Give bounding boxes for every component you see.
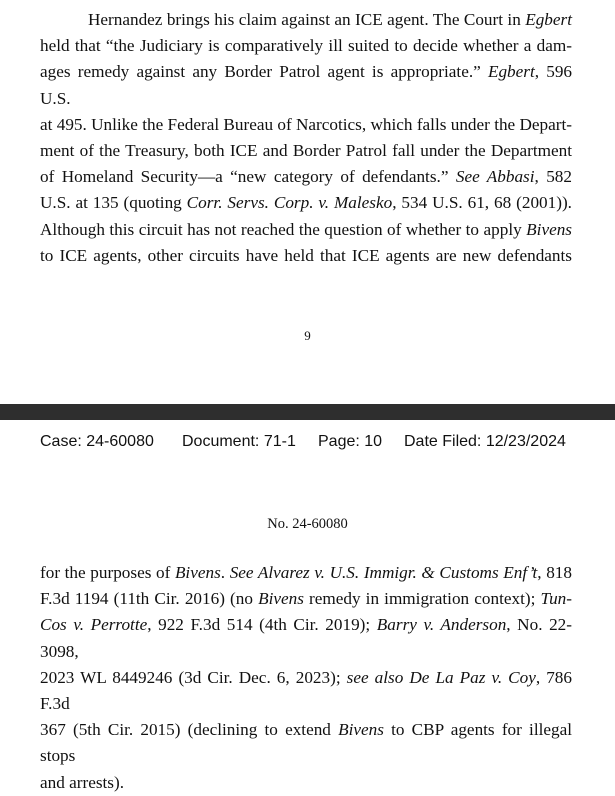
text-line: [40, 138, 572, 164]
text-line: [40, 33, 572, 59]
text-run: remedy in immigration context);: [303, 589, 541, 609]
case-label: Case: 24-60080: [40, 433, 154, 450]
italic-run: Tun-: [540, 589, 572, 609]
text-line: [40, 243, 572, 269]
italic-run: Barry v. Anderson: [376, 615, 507, 635]
text-line: [40, 59, 572, 111]
case-header-bar: [0, 420, 615, 464]
text-line: [40, 217, 572, 243]
text-run: and arrests).: [40, 772, 124, 792]
page-label: Page: 10: [318, 433, 383, 450]
text-line: [40, 770, 572, 796]
italic-run: Bivens: [338, 720, 384, 740]
text-run: of Homeland Security—a “new category of defendants.”: [40, 167, 456, 187]
text-run: for the purposes of: [40, 563, 175, 582]
text-line: [40, 665, 572, 717]
text-run: .: [220, 563, 230, 582]
text-run: Although this circuit has not reached the question of whether to apply: [40, 219, 527, 239]
text-run: , 786 F.3d: [40, 667, 572, 714]
text-run: 2023 WL 8449246 (3d Cir. Dec. 6, 2023);: [40, 667, 347, 687]
text-run: , 582: [534, 167, 572, 187]
italic-run: Egbert: [525, 10, 572, 29]
text-run: Hernandez brings his claim against an ICE agent. The Court in: [88, 10, 526, 29]
body-paragraph-bottom: [40, 560, 572, 796]
page-divider: [0, 404, 615, 420]
text-run: held that “the Judiciary is comparatively ill suited to decide whether a dam-: [40, 36, 572, 56]
text-line: [40, 164, 572, 190]
body-paragraph-top: [40, 7, 572, 269]
italic-run: See Alvarez v. U.S. Immigr. & Customs Enf’t: [229, 563, 538, 582]
italic-run: Bivens: [258, 589, 304, 609]
italic-run: Corr. Servs. Corp. v. Malesko: [186, 193, 393, 213]
date-filed-label: Date Filed: 12/23/2024: [404, 433, 566, 450]
text-run: , 596 U.S.: [40, 62, 573, 108]
text-line: [40, 7, 572, 33]
text-run: , No. 22-3098,: [40, 615, 572, 661]
text-run: , 818: [537, 563, 572, 582]
text-run: ment of the Treasury, both ICE and Border Patrol fall under the Department: [40, 141, 572, 161]
italic-run: Cos v. Perrotte: [40, 615, 148, 635]
italic-run: See Abbasi: [455, 167, 535, 187]
text-run: , 922 F.3d 514 (4th Cir. 2019);: [147, 615, 377, 635]
document-label: Document: 71-1: [182, 433, 296, 450]
text-line: [40, 586, 572, 612]
text-line: [40, 717, 572, 769]
text-line: [40, 190, 572, 216]
text-run: at 495. Unlike the Federal Bureau of Narcotics, which falls under the Depart-: [40, 114, 572, 134]
page-number: 9: [304, 328, 311, 343]
text-run: ages remedy against any Border Patrol agent is appropriate.”: [40, 62, 488, 82]
text-run: 367 (5th Cir. 2015) (declining to extend: [40, 720, 339, 740]
italic-run: Bivens: [174, 563, 221, 582]
text-run: to ICE agents, other circuits have held that ICE agents are new defendants: [40, 245, 572, 265]
text-line: [40, 112, 572, 138]
italic-run: see also De La Paz v. Coy: [346, 667, 536, 687]
text-run: F.3d 1194 (11th Cir. 2016) (no: [40, 589, 259, 609]
text-line: [40, 560, 572, 586]
italic-run: Bivens: [526, 219, 572, 239]
text-run: U.S. at 135 (quoting: [40, 193, 187, 213]
italic-run: Egbert: [487, 62, 535, 82]
text-run: to CBP agents for illegal stops: [40, 720, 572, 766]
text-run: , 534 U.S. 61, 68 (2001)).: [392, 193, 572, 213]
text-line: [40, 612, 572, 664]
case-number-heading: No. 24-60080: [267, 516, 348, 532]
